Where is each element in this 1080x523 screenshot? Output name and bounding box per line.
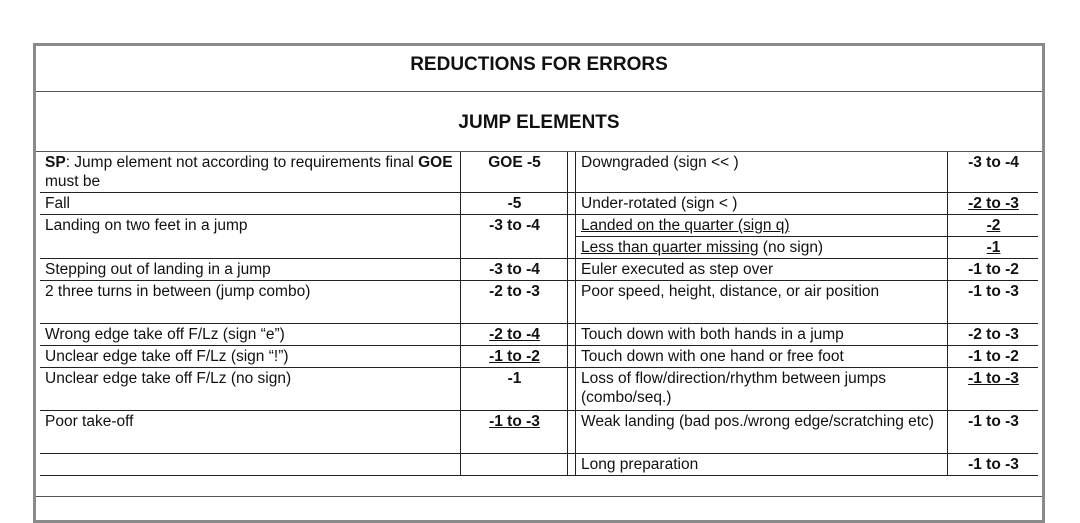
left-value: -5 <box>461 193 568 214</box>
table-row <box>40 259 1038 281</box>
left-value: GOE -5 <box>461 152 568 192</box>
left-desc: SP: Jump element not according to requirements final GOE must be <box>40 152 461 192</box>
left-value: -1 to -2 <box>461 346 568 367</box>
table-row <box>40 152 1038 193</box>
right-desc: Long preparation <box>576 454 948 475</box>
table-row <box>40 281 1038 324</box>
table-row <box>40 368 1038 411</box>
table-row <box>40 215 1038 259</box>
right-desc: Touch down with both hands in a jump <box>576 324 948 345</box>
left-desc: Fall <box>40 193 461 214</box>
left-desc: Poor take-off <box>40 411 461 453</box>
table-title: REDUCTIONS FOR ERRORS <box>36 46 1042 92</box>
column-divider <box>568 324 576 345</box>
table-row <box>40 346 1038 368</box>
column-divider <box>568 215 576 258</box>
right-desc: Euler executed as step over <box>576 259 948 280</box>
right-desc: Touch down with one hand or free foot <box>576 346 948 367</box>
right-desc: Downgraded (sign << ) <box>576 152 948 192</box>
left-value: -2 to -4 <box>461 324 568 345</box>
column-divider <box>568 259 576 280</box>
column-divider <box>568 368 576 410</box>
right-value: -2 <box>986 217 1001 234</box>
right-value: -1 to -2 <box>968 348 1019 365</box>
left-desc <box>40 454 461 475</box>
right-desc: Loss of flow/direction/rhythm between jumps (combo/seq.) <box>576 368 948 410</box>
left-value: -3 to -4 <box>461 259 568 280</box>
left-value <box>461 454 568 475</box>
left-value: -1 to -3 <box>461 411 568 453</box>
right-desc: Less than quarter missing (no sign) <box>576 237 948 258</box>
table-subrow <box>576 215 1038 237</box>
column-divider <box>568 152 576 192</box>
right-desc: Under-rotated (sign < ) <box>576 193 948 214</box>
table-row <box>40 454 1038 476</box>
right-value: -1 <box>986 239 1001 257</box>
table-bottom-border <box>36 496 1042 497</box>
right-value: -2 to -3 <box>968 195 1019 212</box>
right-value: -3 to -4 <box>968 154 1019 171</box>
right-subrows <box>576 215 1038 258</box>
left-desc: Unclear edge take off F/Lz (sign “!”) <box>40 346 461 367</box>
table-row <box>40 193 1038 215</box>
table-subrow <box>576 237 1038 258</box>
column-divider <box>568 281 576 323</box>
table-body <box>40 152 1038 496</box>
left-desc: 2 three turns in between (jump combo) <box>40 281 461 323</box>
left-desc: Stepping out of landing in a jump <box>40 259 461 280</box>
right-desc: Poor speed, height, distance, or air position <box>576 281 948 323</box>
column-divider <box>568 193 576 214</box>
right-value: -2 to -3 <box>968 326 1019 343</box>
left-desc: Wrong edge take off F/Lz (sign “e”) <box>40 324 461 345</box>
column-divider <box>568 411 576 453</box>
right-value: -1 to -3 <box>968 413 1019 430</box>
right-desc: Landed on the quarter (sign q) <box>576 215 948 236</box>
left-value: -1 <box>461 368 568 410</box>
column-divider <box>568 346 576 367</box>
right-desc: Weak landing (bad pos./wrong edge/scratching etc) <box>576 411 948 453</box>
right-value: -1 to -3 <box>968 283 1019 300</box>
table-row <box>40 411 1038 454</box>
reductions-table <box>33 43 1045 523</box>
right-value: -1 to -3 <box>968 370 1019 387</box>
left-desc: Landing on two feet in a jump <box>40 215 461 258</box>
left-value: -2 to -3 <box>461 281 568 323</box>
right-value: -1 to -3 <box>968 456 1019 473</box>
section-title: JUMP ELEMENTS <box>36 92 1042 152</box>
right-value: -1 to -2 <box>968 261 1019 278</box>
left-value: -3 to -4 <box>461 215 568 258</box>
column-divider <box>568 454 576 475</box>
left-desc: Unclear edge take off F/Lz (no sign) <box>40 368 461 410</box>
table-row <box>40 324 1038 346</box>
